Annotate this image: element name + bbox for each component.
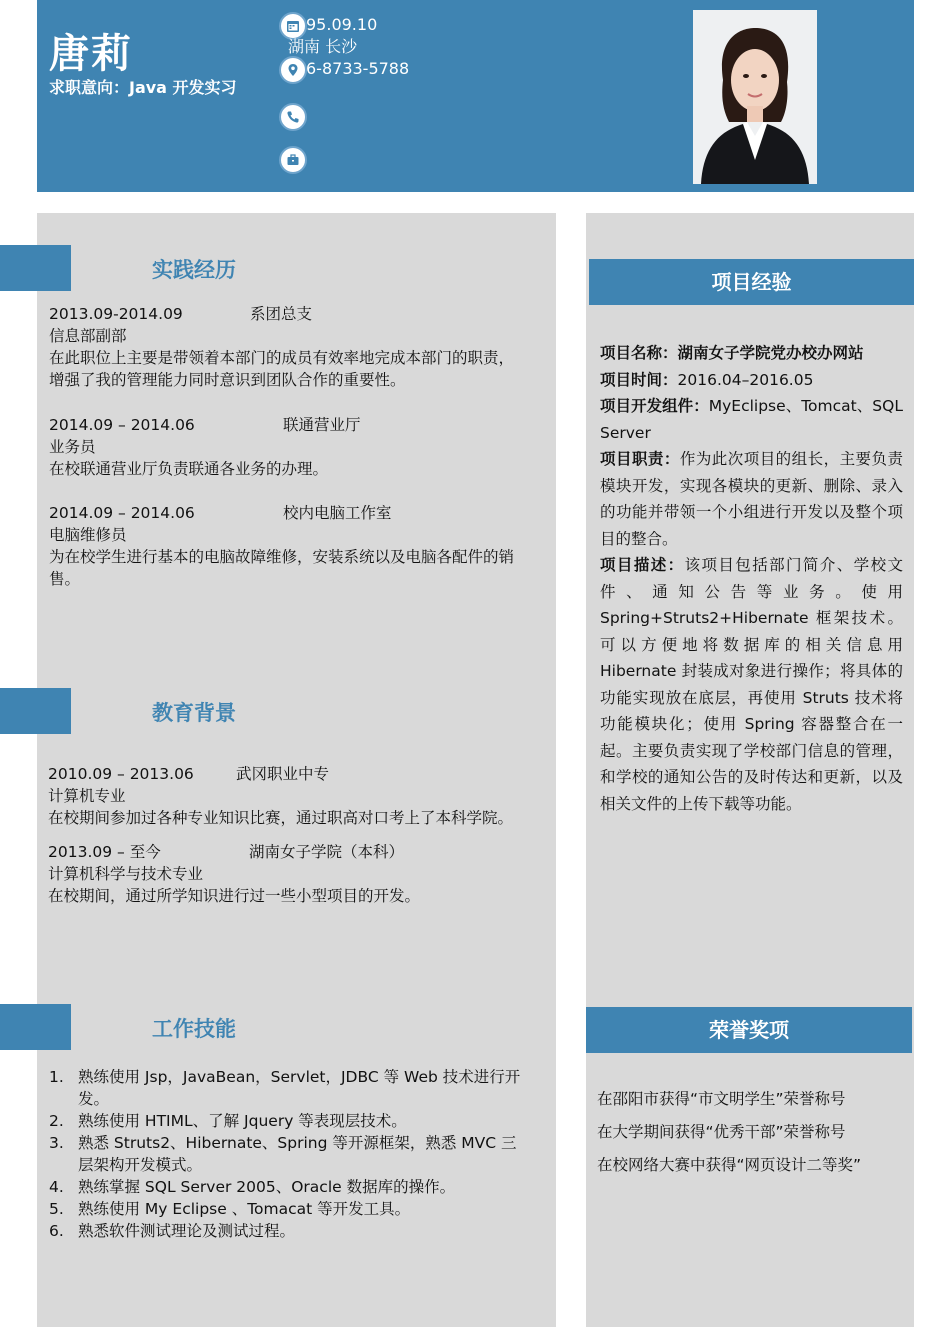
entry-role: 业务员 (49, 438, 96, 456)
project-name: 湖南女子学院党办校办网站 (677, 344, 864, 362)
honor-item: 在邵阳市获得“市文明学生”荣誉称号 (597, 1090, 846, 1108)
entry-org: 湖南女子学院（本科） (249, 843, 405, 861)
honors-section-title: 荣誉奖项 (586, 1007, 912, 1053)
project-components: MyEclipse、Tomcat、SQL Server (600, 397, 903, 442)
entry-desc: 在校联通营业厅负责联通各业务的办理。 (49, 460, 329, 478)
honor-item: 在大学期间获得“优秀干部”荣誉称号 (597, 1123, 846, 1141)
education-section-tab (0, 688, 71, 734)
entry-date: 2013.09 – 至今 (48, 843, 161, 861)
list-item: 2. 熟练使用 HTIML、了解 Jquery 等表现层技术。 (49, 1112, 407, 1130)
education-entry (48, 763, 548, 829)
practice-entry (49, 303, 549, 391)
project-section-title: 项目经验 (589, 259, 914, 305)
entry-desc: 在校期间，通过所学知识进行过一些小型项目的开发。 (48, 887, 421, 905)
entry-role: 信息部副部 (49, 327, 127, 345)
practice-entry (49, 414, 549, 480)
skills-list (49, 1066, 529, 1242)
honor-item: 在校网络大赛中获得“网页设计二等奖” (597, 1156, 862, 1174)
entry-date: 2010.09 – 2013.06 (48, 765, 194, 783)
entry-date: 2013.09-2014.09 (49, 305, 183, 323)
entry-desc: 为在校学生进行基本的电脑故障维修，安装系统以及电脑各配件的销售。 (49, 548, 515, 588)
practice-section-tab (0, 245, 71, 291)
entry-date: 2014.09 – 2014.06 (49, 504, 195, 522)
briefcase-icon (279, 146, 307, 174)
entry-org: 武冈职业中专 (236, 765, 330, 783)
phone-number: 6-8733-5788 (306, 59, 410, 78)
project-details: 项目名称：湖南女子学院党办校办网站 项目时间：2016.04–2016.05 项目开发组件：MyEclipse、Tomcat、SQL Server 项目职责：作为此次项目的组长，主要负责模块开发，实现各模块的更新、删除、录入的功能并带领一个小组进行开发以及整个项目的整合。 项目描述：该项目包括部门简介、学校文件、通知公告等业务。使用 Spring+Struts2+Hibernate 框架技术。可以方便地将数据库的相关信息用 Hibernate 封装成对象进行操作；将具体的功能实现放在底层，再使用 Struts 技术将功能模块化；使用 Spring 容器整合在一起。主要负责实现了学校部门信息的管理，和学校的通知公告的及时传达和更新，以及相关文件的上传下载等功能。 (600, 344, 903, 813)
skills-section-title: 工作技能 (152, 1017, 236, 1041)
entry-org: 联通营业厅 (283, 416, 361, 434)
entry-desc: 在此职位上主要是带领着本部门的成员有效率地完成本部门的职责，增强了我的管理能力同时意识到团队合作的重要性。 (49, 349, 515, 389)
list-item: 1. 熟练使用 Jsp，JavaBean，Servlet，JDBC 等 Web 技术进行开发。 (49, 1068, 521, 1108)
location-text: 湖南 长沙 (288, 37, 358, 56)
phone-icon (279, 103, 307, 131)
project-time: 2016.04–2016.05 (677, 370, 814, 389)
project-description: 该项目包括部门简介、学校文件、通知公告等业务。使用 Spring+Struts2+Hibernate 框架技术。可以方便地将数据库的相关信息用 Hibernate 封装成对象进行操作；将具体的功能实现放在底层，再使用 Struts 技术将功能模块化；使用 Spring 容器整合在一起。主要负责实现了学校部门信息的管理，和学校的通知公告的及时传达和更新，以及相关文件的上传下载等功能。 (600, 556, 903, 813)
entry-org: 校内电脑工作室 (283, 504, 392, 522)
location-icon (279, 56, 307, 84)
entry-role: 电脑维修员 (49, 526, 127, 544)
list-item: 6. 熟悉软件测试理论及测试过程。 (49, 1222, 296, 1240)
candidate-name: 唐莉 (49, 31, 133, 77)
practice-section-title: 实践经历 (152, 258, 236, 282)
education-section-title: 教育背景 (152, 701, 236, 725)
job-intent: 求职意向：Java 开发实习 (49, 78, 237, 97)
project-duty: 作为此次项目的组长，主要负责模块开发，实现各模块的更新、删除、录入的功能并带领一个小组进行开发以及整个项目的整合。 (600, 450, 903, 548)
entry-org: 系团总支 (250, 305, 313, 323)
list-item: 4. 熟练掌握 SQL Server 2005、Oracle 数据库的操作。 (49, 1178, 456, 1196)
entry-desc: 在校期间参加过各种专业知识比赛，通过职高对口考上了本科学院。 (48, 809, 514, 827)
practice-entry (49, 502, 549, 590)
birth-date: 95.09.10 (306, 15, 378, 34)
list-item: 5. 熟练使用 My Eclipse 、Tomacat 等开发工具。 (49, 1200, 411, 1218)
education-entry (48, 841, 548, 907)
skills-section-tab (0, 1004, 71, 1050)
entry-role: 计算机专业 (48, 787, 126, 805)
entry-role: 计算机科学与技术专业 (48, 865, 204, 883)
profile-photo (693, 10, 817, 184)
list-item: 3. 熟悉 Struts2、Hibernate、Spring 等开源框架，熟悉 MVC 三层架构开发模式。 (49, 1134, 517, 1174)
entry-date: 2014.09 – 2014.06 (49, 416, 195, 434)
